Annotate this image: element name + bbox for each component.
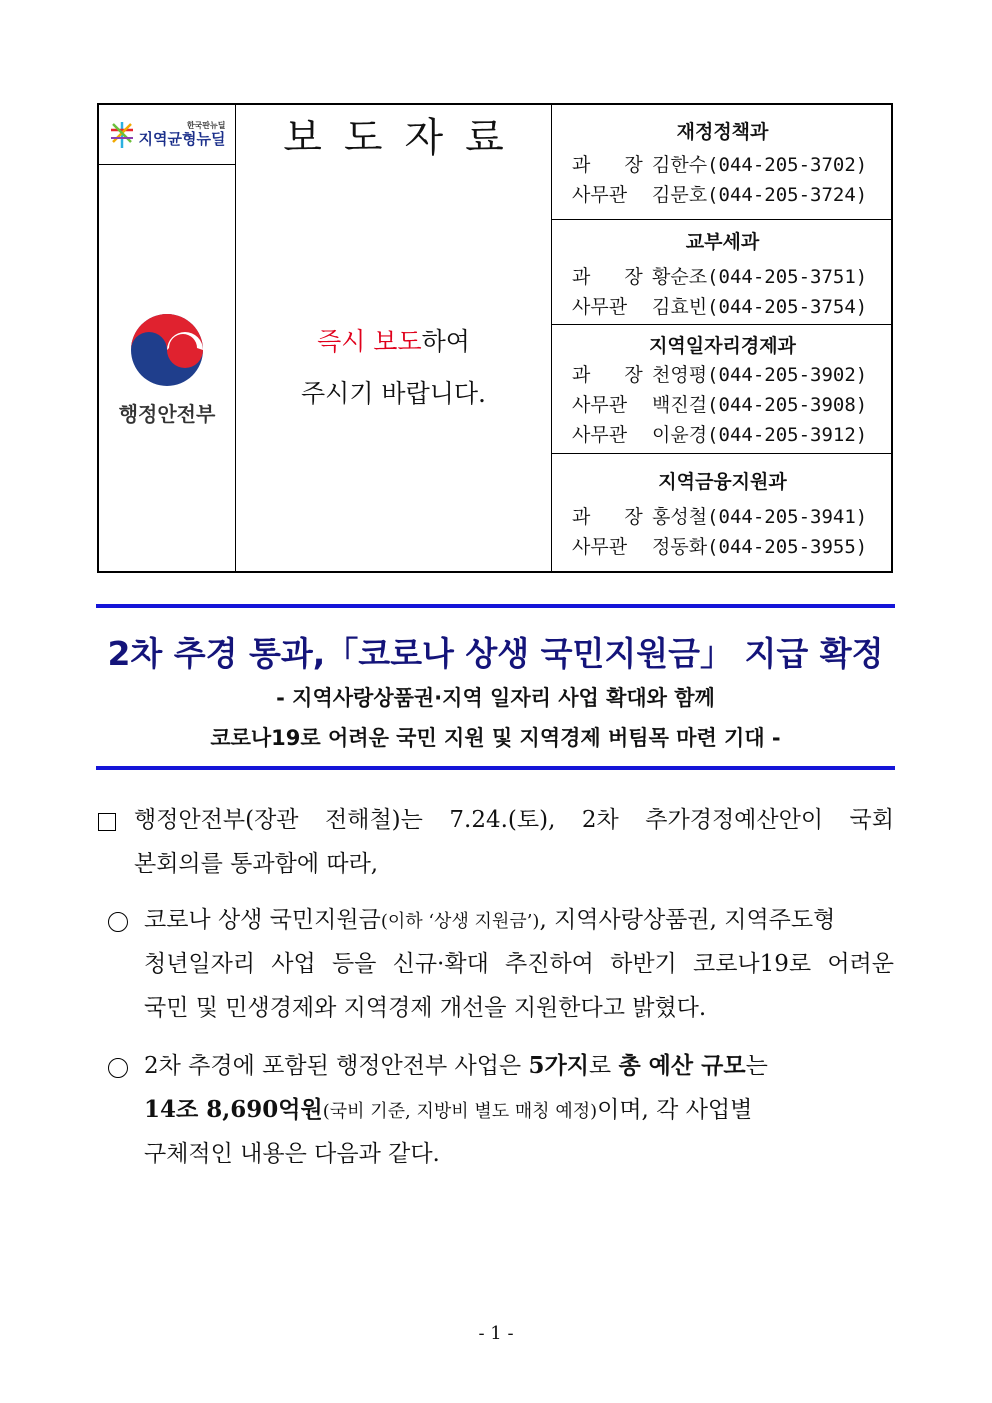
paragraph-3-line-2 <box>144 1088 894 1134</box>
contact-role: 사무관 <box>572 296 628 318</box>
circle-bullet-icon <box>108 1058 128 1078</box>
contact-role: 과 장 <box>572 154 657 176</box>
new-deal-small-label: 한국판뉴딜 <box>186 121 226 130</box>
paragraph-2-line-2: 청년일자리 사업 등을 신규·확대 추진하여 하반기 코로나19로 어려운 <box>144 951 894 977</box>
contact-role: 과 장 <box>572 506 657 528</box>
government-emblem-icon <box>127 310 207 390</box>
department-block <box>552 467 893 562</box>
paragraph-3-text: 로 <box>588 1053 619 1079</box>
paragraph-3-line-1 <box>144 1044 894 1088</box>
paragraph-3-text: 는 <box>745 1053 768 1079</box>
divider <box>552 219 893 220</box>
contact-role: 사무관 <box>572 394 628 416</box>
contact-row <box>552 390 893 420</box>
release-instruction <box>236 165 551 571</box>
contact-person: 백진걸(044-205-3908) <box>652 394 868 416</box>
paragraph-3-bold: 5가지 <box>528 1052 589 1079</box>
contact-role: 과 장 <box>572 266 657 288</box>
contact-person: 김효빈(044-205-3754) <box>652 296 868 318</box>
department-block <box>552 331 893 450</box>
department-name: 교부세과 <box>685 231 760 253</box>
release-immediate: 즉시 보도 <box>317 327 422 356</box>
contact-role: 사무관 <box>572 536 628 558</box>
subheadline-2: 코로나19로 어려운 국민 지원 및 지역경제 버팀목 마련 기대 - <box>210 726 781 750</box>
circle-bullet-icon <box>108 912 128 932</box>
contact-person: 이윤경(044-205-3912) <box>652 424 868 446</box>
contact-person: 김한수(044-205-3702) <box>652 154 868 176</box>
new-deal-star-icon <box>109 120 135 150</box>
contact-row <box>552 150 893 180</box>
contact-person: 김문호(044-205-3724) <box>652 184 868 206</box>
press-release-header <box>97 103 893 573</box>
headline: 2차 추경 통과,「코로나 상생 국민지원금」 지급 확정 <box>107 634 884 673</box>
subheadline-1: - 지역사랑상품권·지역 일자리 사업 확대와 함께 <box>276 686 715 710</box>
divider <box>552 324 893 325</box>
department-name: 재정정책과 <box>676 121 769 143</box>
square-bullet-icon <box>98 813 116 831</box>
paragraph-1-line-1: 행정안전부(장관 전해철)는 7.24.(토), 2차 추가경정예산안이 국회 <box>134 807 894 833</box>
contact-row <box>552 360 893 390</box>
release-line-2: 주시기 바랍니다. <box>301 379 486 408</box>
release-line-1 <box>317 316 470 368</box>
regional-new-deal-logo <box>99 105 235 164</box>
paragraph-1-line-2: 본회의를 통과함에 따라, <box>134 851 379 877</box>
page-number: - 1 - <box>478 1323 514 1344</box>
paragraph-2-text: 코로나 상생 국민지원금 <box>144 907 381 933</box>
contact-role: 과 장 <box>572 364 657 386</box>
paragraph-3-line-3: 구체적인 내용은 다음과 같다. <box>144 1141 440 1167</box>
paragraph-2-line-3: 국민 및 민생경제와 지역경제 개선을 지원한다고 밝혔다. <box>144 995 707 1021</box>
department-block <box>552 117 893 210</box>
contact-row <box>552 180 893 210</box>
paragraph-3-bold: 총 예산 규모 <box>618 1052 746 1079</box>
contact-person: 황순조(044-205-3751) <box>652 266 868 288</box>
paragraph-3-text: 2차 추경에 포함된 행정안전부 사업은 <box>144 1053 529 1079</box>
contact-row <box>552 532 893 562</box>
paragraph-2-note: (이하 ‘상생 지원금’) <box>380 911 540 932</box>
divider <box>552 453 893 454</box>
department-name: 지역금융지원과 <box>658 471 787 493</box>
contact-row <box>552 420 893 450</box>
new-deal-name: 지역균형뉴딜 <box>138 130 226 148</box>
paragraph-3-note: (국비 기준, 지방비 별도 매칭 예정) <box>322 1101 598 1122</box>
contact-row <box>552 502 893 532</box>
doc-type-title: 보도자료 <box>283 115 526 161</box>
contact-person: 천영평(044-205-3902) <box>652 364 868 386</box>
paragraph-3-text: 이며, 각 사업별 <box>597 1097 753 1123</box>
department-name: 지역일자리경제과 <box>649 335 796 357</box>
contact-person: 홍성철(044-205-3941) <box>652 506 868 528</box>
contact-role: 사무관 <box>572 184 628 206</box>
title-bottom-rule <box>96 766 895 770</box>
ministry-logo <box>99 165 235 571</box>
contact-row <box>552 292 893 322</box>
ministry-name: 행정안전부 <box>118 401 216 426</box>
department-block <box>552 227 893 322</box>
contact-role: 사무관 <box>572 424 628 446</box>
paragraph-2-line-1 <box>144 898 894 944</box>
contact-row <box>552 262 893 292</box>
paragraph-2-text: , 지역사랑상품권, 지역주도형 <box>539 907 836 933</box>
paragraph-3-bold: 14조 8,690억원 <box>144 1096 323 1123</box>
release-line-1-rest: 하여 <box>421 327 470 356</box>
contact-person: 정동화(044-205-3955) <box>652 536 868 558</box>
title-top-rule <box>96 604 895 608</box>
